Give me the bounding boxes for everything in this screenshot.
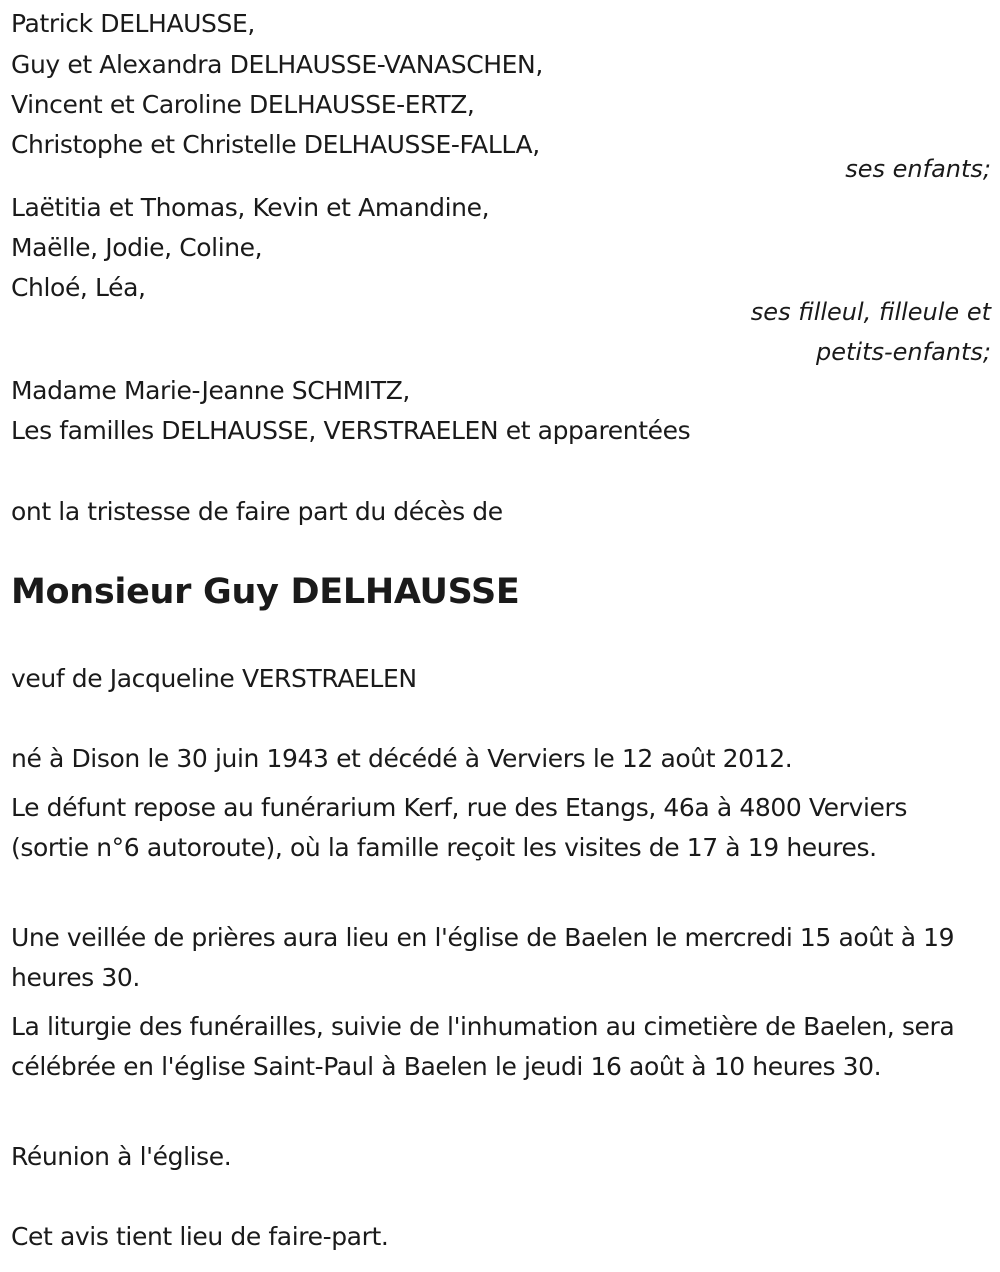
visitation-paragraph: Le défunt repose au funérarium Kerf, rue des Etangs, 46a à 4800 Verviers (sortie n°6 autoroute), où la famille reçoit les visites de 17 à 19 heures. bbox=[11, 793, 907, 862]
child-line: Guy et Alexandra DELHAUSSE-VANASCHEN, bbox=[11, 50, 543, 79]
family-line: Madame Marie-Jeanne SCHMITZ, bbox=[11, 376, 410, 405]
grandchildren-caption: petits-enfants; bbox=[816, 338, 991, 366]
grandchild-line: Chloé, Léa, bbox=[11, 273, 146, 302]
closing-line: Cet avis tient lieu de faire-part. bbox=[11, 1222, 389, 1251]
grandchildren-caption: ses filleul, filleule et bbox=[750, 298, 991, 326]
family-line: Les familles DELHAUSSE, VERSTRAELEN et apparentées bbox=[11, 416, 691, 445]
child-line: Christophe et Christelle DELHAUSSE-FALLA, bbox=[11, 130, 540, 159]
deceased-name: Monsieur Guy DELHAUSSE bbox=[11, 572, 520, 612]
vigil-paragraph: Une veillée de prières aura lieu en l'église de Baelen le mercredi 15 août à 19 heures 30. bbox=[11, 923, 955, 992]
birth-death-line: né à Dison le 30 juin 1943 et décédé à Verviers le 12 août 2012. bbox=[11, 744, 793, 773]
meeting-paragraph: Réunion à l'église. bbox=[11, 1142, 232, 1171]
funeral-paragraph: La liturgie des funérailles, suivie de l'inhumation au cimetière de Baelen, sera célébrée en l'église Saint-Paul à Baelen le jeudi 16 août à 10 heures 30. bbox=[11, 1012, 955, 1081]
widower-line: veuf de Jacqueline VERSTRAELEN bbox=[11, 664, 417, 693]
child-line: Patrick DELHAUSSE, bbox=[11, 9, 255, 38]
grandchild-line: Laëtitia et Thomas, Kevin et Amandine, bbox=[11, 193, 490, 222]
child-line: Vincent et Caroline DELHAUSSE-ERTZ, bbox=[11, 90, 475, 119]
announcement: ont la tristesse de faire part du décès de bbox=[11, 497, 503, 526]
grandchild-line: Maëlle, Jodie, Coline, bbox=[11, 233, 263, 262]
children-caption: ses enfants; bbox=[845, 155, 991, 183]
